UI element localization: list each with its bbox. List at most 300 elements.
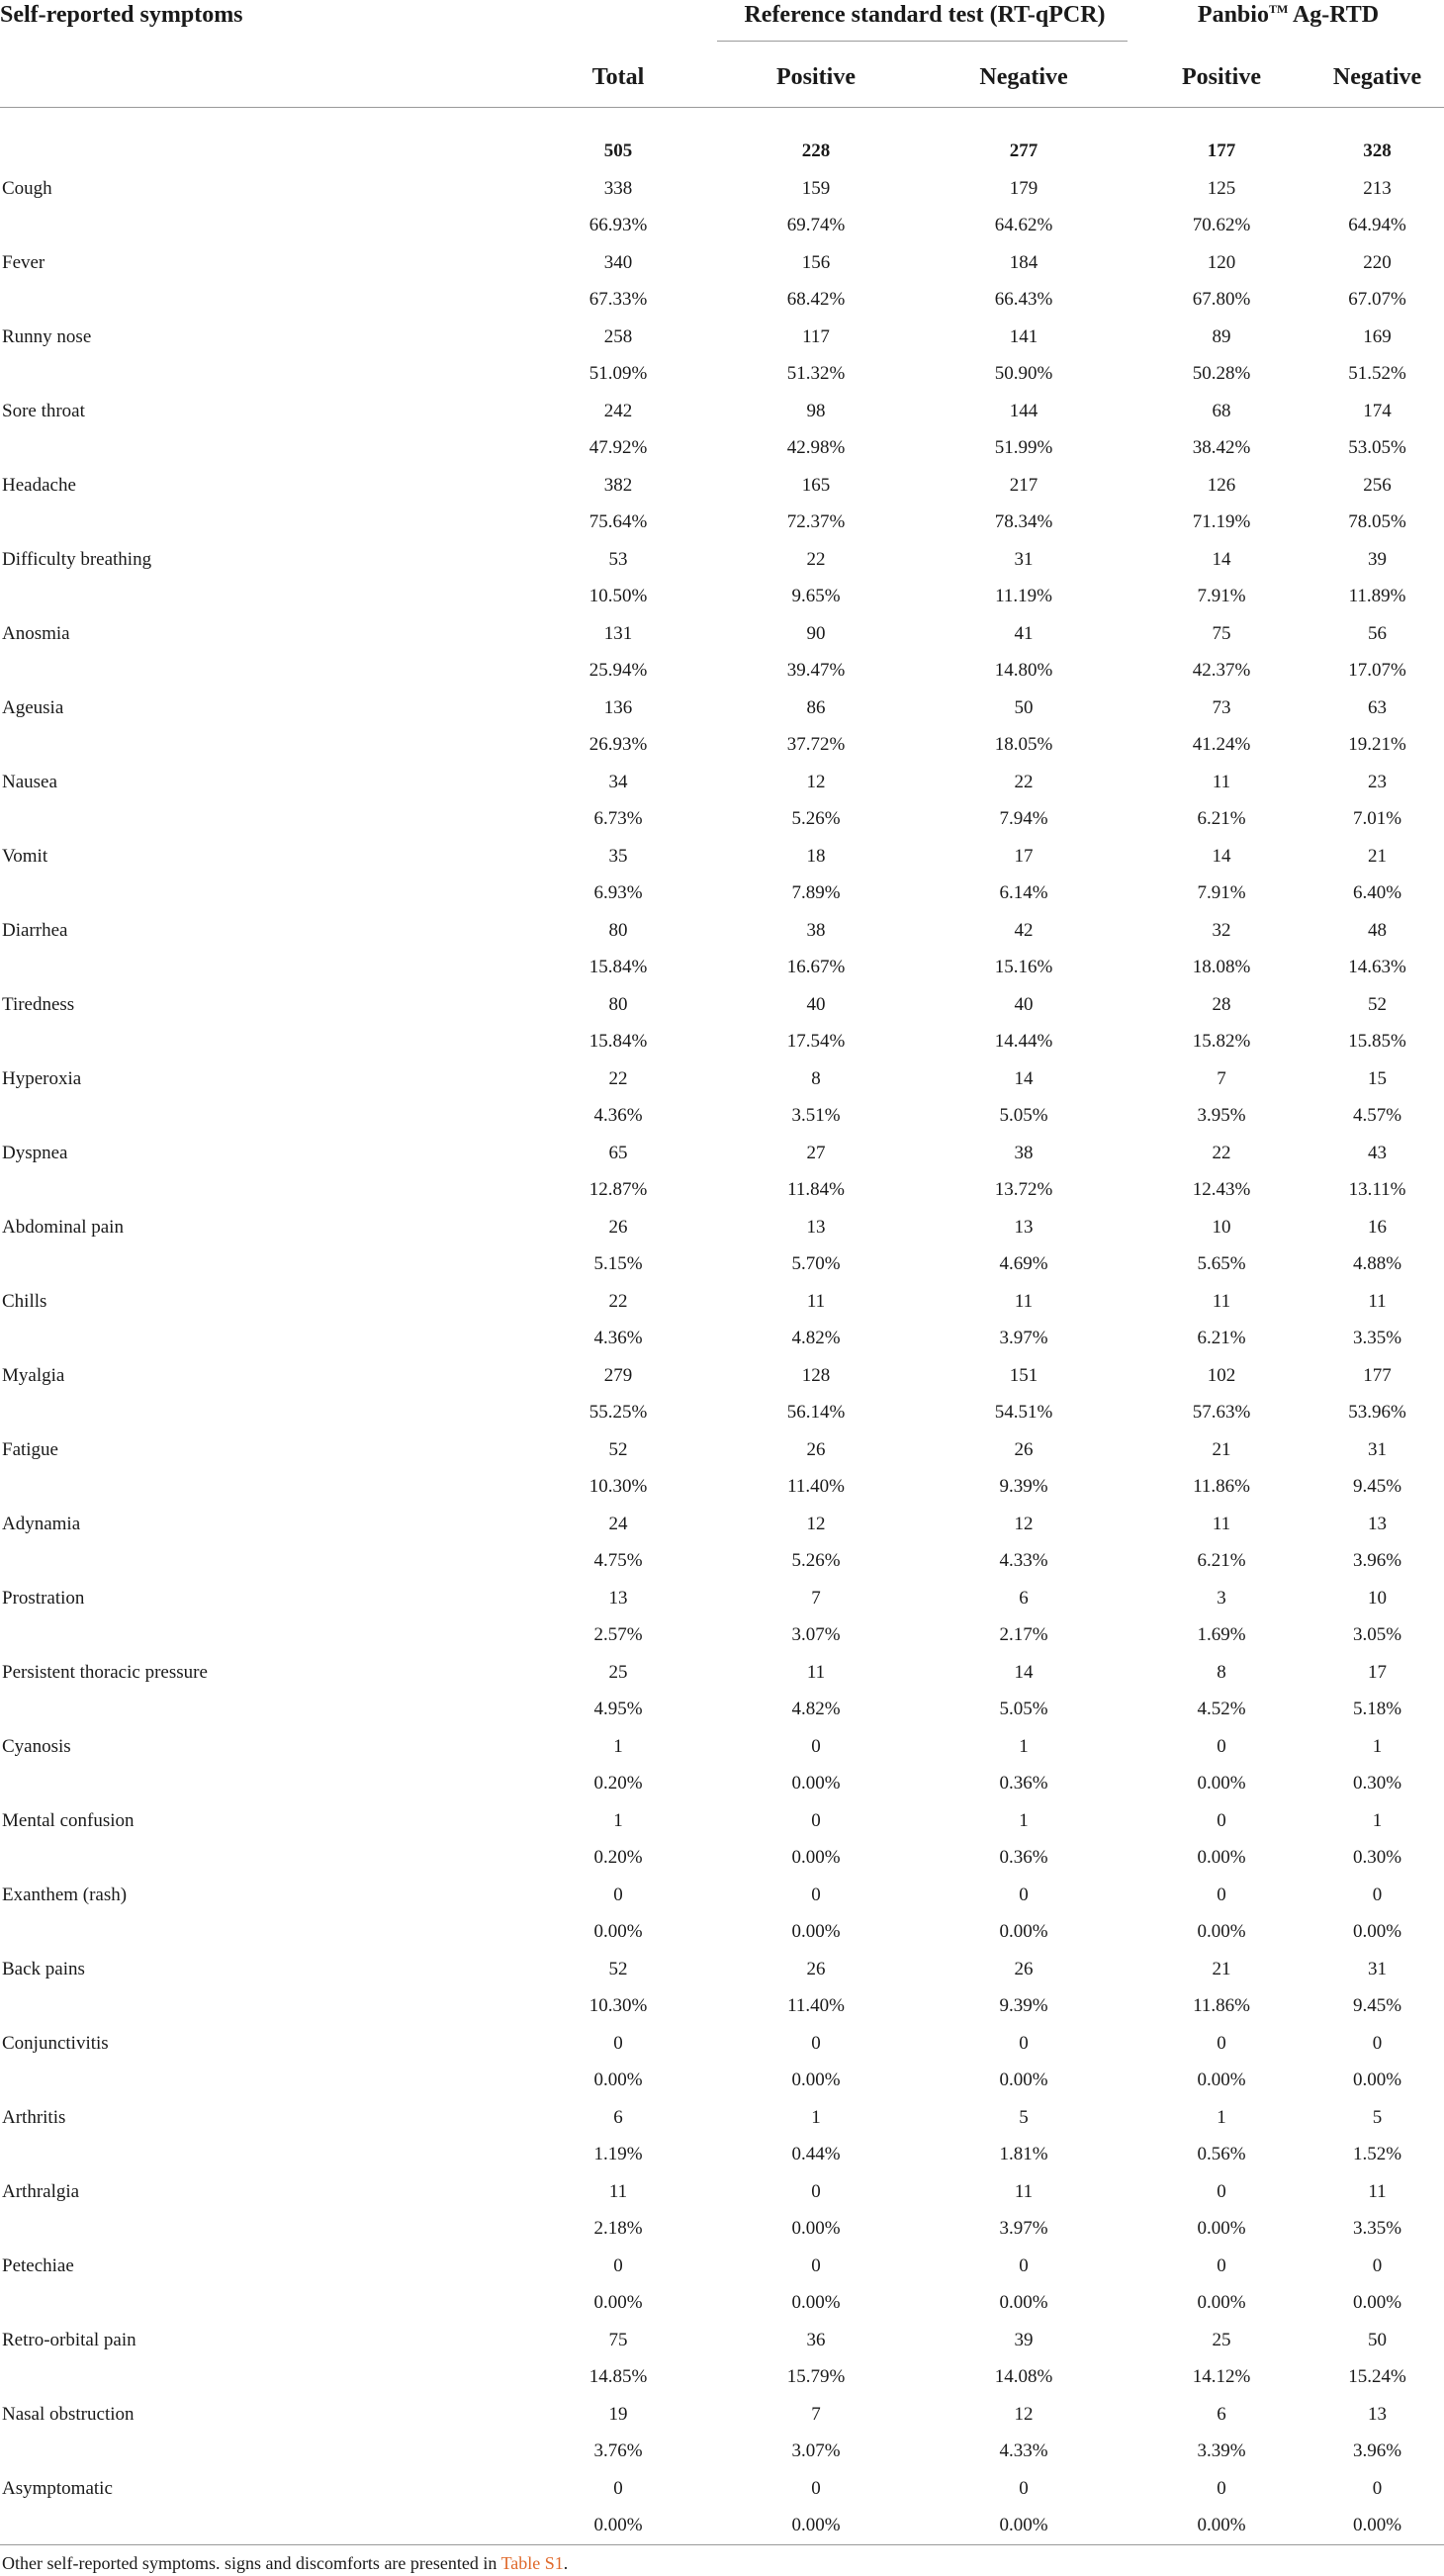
percent-cell: 7.91% (1197, 586, 1246, 607)
percent-cell: 64.62% (994, 215, 1053, 236)
percent-cell: 66.43% (994, 289, 1053, 311)
percent-cell: 0.00% (999, 2292, 1048, 2314)
percent-cell: 4.82% (791, 1699, 841, 1720)
count-cell: 1 (1019, 1735, 1029, 1757)
percent-cell: 7.01% (1352, 808, 1402, 830)
count-cell: 73 (1212, 696, 1231, 718)
footnote-link-table-s1[interactable]: Table S1 (500, 2553, 564, 2573)
percent-cell: 3.97% (999, 1328, 1048, 1349)
percent-cell: 2.17% (999, 1624, 1048, 1646)
count-cell: 0 (1217, 2254, 1226, 2276)
percent-cell: 3.96% (1352, 2440, 1402, 2462)
table-row-percent (0, 2137, 1444, 2174)
symptom-label: Nasal obstruction (2, 2403, 135, 2425)
table-row-percent (0, 282, 1444, 320)
count-cell: 0 (1372, 2032, 1383, 2054)
count-cell: 19 (608, 2403, 628, 2425)
table-row (0, 615, 1444, 653)
percent-cell: 3.97% (999, 2218, 1048, 2240)
percent-row-label (0, 2359, 519, 2397)
table-row (0, 2099, 1444, 2137)
percent-cell: 4.95% (593, 1699, 643, 1720)
percent-cell: 6.21% (1197, 1550, 1246, 1572)
count-cell: 63 (1368, 696, 1388, 718)
table-row-percent (0, 2211, 1444, 2249)
table-row (0, 1951, 1444, 1988)
count-cell: 34 (608, 771, 628, 792)
table-row (0, 2025, 1444, 2063)
header-panbio-negative: Negative (1332, 63, 1422, 90)
percent-cell: 0.00% (1197, 1847, 1246, 1869)
percent-row-label (0, 1395, 519, 1432)
table-row-percent (0, 875, 1444, 913)
table-row-percent (0, 2434, 1444, 2471)
count-cell: 52 (608, 1438, 628, 1460)
percent-cell: 12.43% (1192, 1179, 1251, 1201)
symptom-label: Vomit (2, 845, 48, 867)
percent-cell: 6.73% (593, 808, 643, 830)
count-cell: 12 (806, 771, 826, 792)
count-cell: 0 (811, 1735, 821, 1757)
percent-cell: 0.00% (1197, 2515, 1246, 2536)
count-cell: 1 (811, 2106, 821, 2128)
count-cell: 13 (1368, 2403, 1388, 2425)
footnote-text: Other self-reported symptoms. signs and discomforts are presented in (2, 2553, 501, 2573)
percent-cell: 0.00% (1352, 2070, 1402, 2091)
percent-cell: 51.09% (588, 363, 648, 385)
count-cell: 11 (1368, 1290, 1387, 1312)
percent-cell: 7.89% (791, 882, 841, 904)
percent-row-label (0, 1988, 519, 2026)
percent-cell: 15.16% (994, 957, 1053, 978)
percent-cell: 10.50% (588, 586, 648, 607)
count-cell: 1 (1372, 1809, 1383, 1831)
count-cell: 0 (1217, 2477, 1226, 2499)
percent-cell: 4.69% (999, 1253, 1048, 1275)
percent-cell: 0.00% (1352, 2292, 1402, 2314)
table-row (0, 1506, 1444, 1543)
count-cell: 169 (1363, 325, 1392, 347)
count-cell: 8 (811, 1067, 821, 1089)
total-panbio-positive: 177 (1207, 140, 1236, 161)
percent-cell: 7.94% (999, 808, 1048, 830)
count-cell: 22 (608, 1067, 628, 1089)
count-cell: 1 (1217, 2106, 1226, 2128)
table-row-percent (0, 2285, 1444, 2323)
count-cell: 0 (1217, 1884, 1226, 1905)
count-cell: 15 (1368, 1067, 1388, 1089)
header-group-rt-qpcr-label: Reference standard test (RT-qPCR) (744, 2, 1106, 28)
count-cell: 179 (1009, 177, 1038, 199)
percent-cell: 67.33% (588, 289, 648, 311)
percent-cell: 75.64% (588, 511, 648, 533)
percent-row-label (0, 208, 519, 245)
percent-cell: 0.20% (593, 1847, 643, 1869)
percent-cell: 9.39% (999, 1995, 1048, 2017)
count-cell: 7 (811, 2403, 821, 2425)
count-cell: 156 (801, 251, 831, 273)
count-cell: 23 (1368, 771, 1388, 792)
table-row (0, 2470, 1444, 2508)
percent-cell: 5.05% (999, 1105, 1048, 1127)
count-cell: 1 (1372, 1735, 1383, 1757)
count-cell: 50 (1014, 696, 1034, 718)
percent-row-label (0, 2285, 519, 2323)
count-cell: 38 (1014, 1142, 1034, 1163)
percent-cell: 0.00% (1197, 2292, 1246, 2314)
percent-cell: 4.33% (999, 1550, 1048, 1572)
count-cell: 52 (1368, 993, 1388, 1015)
count-cell: 39 (1014, 2329, 1034, 2350)
percent-cell: 64.94% (1348, 215, 1406, 236)
table-row (0, 1060, 1444, 1098)
percent-cell: 9.65% (791, 586, 841, 607)
count-cell: 28 (1212, 993, 1231, 1015)
percent-cell: 2.57% (593, 1624, 643, 1646)
symptom-label: Anosmia (2, 622, 70, 644)
count-cell: 120 (1207, 251, 1236, 273)
percent-cell: 3.07% (791, 1624, 841, 1646)
table-row (0, 1135, 1444, 1172)
count-cell: 25 (1212, 2329, 1231, 2350)
percent-cell: 5.26% (791, 808, 841, 830)
percent-cell: 55.25% (588, 1402, 648, 1424)
count-cell: 3 (1217, 1587, 1226, 1609)
table-footnote (0, 2545, 1444, 2574)
table-row (0, 393, 1444, 430)
percent-cell: 1.69% (1197, 1624, 1246, 1646)
symptom-label: Cough (2, 177, 52, 199)
table-row (0, 838, 1444, 875)
percent-cell: 0.00% (593, 2292, 643, 2314)
symptom-label: Runny nose (2, 325, 92, 347)
percent-cell: 38.42% (1192, 437, 1251, 459)
count-cell: 12 (1014, 2403, 1034, 2425)
count-cell: 0 (1372, 2477, 1383, 2499)
percent-cell: 0.56% (1197, 2144, 1246, 2165)
percent-cell: 9.45% (1352, 1995, 1402, 2017)
count-cell: 26 (1014, 1438, 1034, 1460)
count-cell: 41 (1014, 622, 1034, 644)
table-row-percent (0, 1321, 1444, 1358)
percent-cell: 16.67% (786, 957, 846, 978)
count-cell: 17 (1014, 845, 1034, 867)
symptom-label: Nausea (2, 771, 57, 792)
header-row-columns (0, 42, 1444, 108)
count-cell: 0 (613, 2032, 623, 2054)
count-cell: 0 (811, 2180, 821, 2202)
count-cell: 159 (801, 177, 831, 199)
count-cell: 14 (1014, 1661, 1034, 1683)
count-cell: 0 (811, 2477, 821, 2499)
percent-cell: 5.15% (593, 1253, 643, 1275)
totals-label (0, 133, 519, 170)
table-row-percent (0, 2359, 1444, 2397)
count-cell: 48 (1368, 919, 1388, 941)
count-cell: 128 (801, 1364, 831, 1386)
percent-cell: 11.40% (787, 1995, 845, 2017)
count-cell: 52 (608, 1958, 628, 1979)
table-row-percent (0, 2508, 1444, 2545)
symptom-label: Fever (2, 251, 45, 273)
percent-cell: 4.36% (593, 1328, 643, 1349)
count-cell: 165 (801, 474, 831, 496)
percent-cell: 42.37% (1192, 660, 1251, 682)
table-row-percent (0, 653, 1444, 690)
percent-cell: 0.00% (791, 2292, 841, 2314)
count-cell: 53 (608, 548, 628, 570)
symptom-label: Retro-orbital pain (2, 2329, 136, 2350)
count-cell: 13 (608, 1587, 628, 1609)
percent-cell: 0.00% (791, 1847, 841, 1869)
table-row (0, 1802, 1444, 1840)
percent-cell: 6.40% (1352, 882, 1402, 904)
percent-cell: 0.00% (1197, 1773, 1246, 1794)
symptom-label: Mental confusion (2, 1809, 135, 1831)
table-row-percent (0, 950, 1444, 987)
count-cell: 144 (1009, 400, 1038, 421)
table-row (0, 2322, 1444, 2359)
count-cell: 141 (1009, 325, 1038, 347)
percent-cell: 17.54% (786, 1031, 846, 1053)
percent-cell: 1.81% (999, 2144, 1048, 2165)
percent-cell: 5.70% (791, 1253, 841, 1275)
header-group-panbio-suffix: Ag-RTD (1288, 2, 1380, 28)
percent-cell: 68.42% (786, 289, 846, 311)
table-row-percent (0, 579, 1444, 616)
count-cell: 11 (1212, 1290, 1231, 1312)
percent-cell: 11.40% (787, 1476, 845, 1498)
table-row (0, 467, 1444, 505)
count-cell: 36 (806, 2329, 826, 2350)
table-row (0, 170, 1444, 208)
header-panbio-positive: Positive (1182, 63, 1261, 90)
percent-cell: 0.00% (1352, 1921, 1402, 1943)
percent-cell: 0.00% (1197, 2070, 1246, 2091)
count-cell: 0 (1217, 1735, 1226, 1757)
percent-cell: 67.07% (1348, 289, 1406, 311)
table-row-percent (0, 1840, 1444, 1878)
percent-row-label (0, 2063, 519, 2100)
percent-cell: 11.84% (787, 1179, 845, 1201)
table-row (0, 1728, 1444, 1766)
percent-row-label (0, 1543, 519, 1581)
symptom-label: Asymptomatic (2, 2477, 113, 2499)
percent-row-label (0, 950, 519, 987)
count-cell: 11 (806, 1661, 826, 1683)
percent-cell: 3.39% (1197, 2440, 1246, 2462)
percent-cell: 6.93% (593, 882, 643, 904)
count-cell: 17 (1368, 1661, 1388, 1683)
count-cell: 0 (1217, 2180, 1226, 2202)
percent-cell: 41.24% (1192, 734, 1251, 756)
percent-row-label (0, 1098, 519, 1136)
count-cell: 27 (806, 1142, 826, 1163)
percent-cell: 0.00% (999, 2515, 1048, 2536)
table-row (0, 1877, 1444, 1914)
count-cell: 86 (806, 696, 826, 718)
symptom-label: Difficulty breathing (2, 548, 152, 570)
percent-cell: 0.36% (999, 1847, 1048, 1869)
table-row-percent (0, 1395, 1444, 1432)
percent-row-label (0, 2434, 519, 2471)
percent-cell: 42.98% (786, 437, 846, 459)
count-cell: 14 (1212, 845, 1231, 867)
percent-cell: 0.00% (593, 2515, 643, 2536)
symptom-label: Cyanosis (2, 1735, 71, 1757)
percent-cell: 9.45% (1352, 1476, 1402, 1498)
count-cell: 256 (1363, 474, 1392, 496)
percent-cell: 18.05% (994, 734, 1053, 756)
count-cell: 22 (608, 1290, 628, 1312)
count-cell: 174 (1363, 400, 1392, 421)
table-row-percent (0, 356, 1444, 394)
percent-row-label (0, 727, 519, 765)
percent-cell: 0.00% (1352, 2515, 1402, 2536)
table-row (0, 1580, 1444, 1617)
header-row-groups (0, 0, 1444, 42)
count-cell: 18 (806, 845, 826, 867)
count-cell: 56 (1368, 622, 1388, 644)
percent-cell: 14.63% (1348, 957, 1406, 978)
table-body (0, 108, 1444, 2545)
count-cell: 12 (806, 1513, 826, 1534)
percent-cell: 11.86% (1193, 1995, 1250, 2017)
count-cell: 11 (806, 1290, 826, 1312)
percent-cell: 15.24% (1348, 2366, 1406, 2388)
count-cell: 125 (1207, 177, 1236, 199)
symptom-label: Conjunctivitis (2, 2032, 109, 2054)
count-cell: 25 (608, 1661, 628, 1683)
percent-cell: 0.00% (1197, 1921, 1246, 1943)
percent-row-label (0, 1692, 519, 1729)
percent-cell: 0.44% (791, 2144, 841, 2165)
percent-cell: 9.39% (999, 1476, 1048, 1498)
table-row-percent (0, 1914, 1444, 1952)
count-cell: 126 (1207, 474, 1236, 496)
count-cell: 1 (613, 1735, 623, 1757)
count-cell: 0 (1217, 1809, 1226, 1831)
count-cell: 0 (613, 2254, 623, 2276)
table-row (0, 1654, 1444, 1692)
symptom-label: Prostration (2, 1587, 85, 1609)
count-cell: 11 (608, 2180, 628, 2202)
count-cell: 7 (1217, 1067, 1226, 1089)
percent-cell: 3.76% (593, 2440, 643, 2462)
symptom-label: Back pains (2, 1958, 85, 1979)
count-cell: 24 (608, 1513, 628, 1534)
percent-cell: 11.89% (1348, 586, 1406, 607)
count-cell: 382 (603, 474, 633, 496)
percent-cell: 12.87% (588, 1179, 648, 1201)
symptom-label: Persistent thoracic pressure (2, 1661, 208, 1683)
count-cell: 340 (603, 251, 633, 273)
symptom-label: Abdominal pain (2, 1216, 124, 1238)
percent-row-label (0, 1617, 519, 1655)
total-panbio-negative: 328 (1363, 140, 1392, 161)
count-cell: 11 (1368, 2180, 1387, 2202)
percent-cell: 13.11% (1348, 1179, 1406, 1201)
percent-cell: 10.30% (588, 1995, 648, 2017)
percent-row-label (0, 1321, 519, 1358)
count-cell: 13 (1368, 1513, 1388, 1534)
table-row-percent (0, 1692, 1444, 1729)
totals-row (0, 133, 1444, 170)
count-cell: 279 (603, 1364, 633, 1386)
percent-row-label (0, 1840, 519, 1878)
percent-cell: 15.84% (588, 957, 648, 978)
percent-cell: 18.08% (1192, 957, 1251, 978)
count-cell: 22 (1212, 1142, 1231, 1163)
percent-cell: 4.88% (1352, 1253, 1402, 1275)
count-cell: 184 (1009, 251, 1038, 273)
count-cell: 242 (603, 400, 633, 421)
header-rt-negative: Negative (979, 63, 1068, 90)
count-cell: 22 (806, 548, 826, 570)
percent-cell: 0.00% (791, 1921, 841, 1943)
percent-row-label (0, 2211, 519, 2249)
percent-cell: 4.82% (791, 1328, 841, 1349)
total-rt-negative: 277 (1009, 140, 1038, 161)
table-row (0, 2396, 1444, 2434)
total-rt-positive: 228 (801, 140, 831, 161)
count-cell: 1 (1019, 1809, 1029, 1831)
table-row (0, 986, 1444, 1024)
percent-cell: 78.34% (994, 511, 1053, 533)
count-cell: 26 (1014, 1958, 1034, 1979)
count-cell: 13 (806, 1216, 826, 1238)
count-cell: 90 (806, 622, 826, 644)
count-cell: 98 (806, 400, 826, 421)
percent-cell: 10.30% (588, 1476, 648, 1498)
percent-cell: 13.72% (994, 1179, 1053, 1201)
percent-cell: 70.62% (1192, 215, 1251, 236)
count-cell: 177 (1363, 1364, 1392, 1386)
percent-cell: 0.00% (791, 2070, 841, 2091)
header-group-rt-qpcr (717, 0, 1132, 42)
symptom-label: Chills (2, 1290, 47, 1312)
count-cell: 131 (603, 622, 633, 644)
percent-cell: 0.00% (791, 2218, 841, 2240)
count-cell: 11 (1212, 771, 1231, 792)
count-cell: 12 (1014, 1513, 1034, 1534)
percent-row-label (0, 1469, 519, 1507)
percent-cell: 47.92% (588, 437, 648, 459)
header-group-panbio (1132, 0, 1444, 42)
count-cell: 0 (1019, 2477, 1029, 2499)
percent-cell: 5.18% (1352, 1699, 1402, 1720)
count-cell: 151 (1009, 1364, 1038, 1386)
symptom-label: Diarrhea (2, 919, 68, 941)
table-row (0, 690, 1444, 727)
table-row-percent (0, 801, 1444, 839)
table-row-percent (0, 1469, 1444, 1507)
table-row-percent (0, 430, 1444, 468)
table-row-percent (0, 1246, 1444, 1284)
count-cell: 75 (1212, 622, 1231, 644)
percent-cell: 0.00% (791, 2515, 841, 2536)
table-row-percent (0, 1543, 1444, 1581)
count-cell: 31 (1014, 548, 1034, 570)
percent-cell: 6.21% (1197, 808, 1246, 830)
table-row (0, 1209, 1444, 1246)
count-cell: 32 (1212, 919, 1231, 941)
count-cell: 0 (811, 2254, 821, 2276)
count-cell: 10 (1212, 1216, 1231, 1238)
header-group-panbio-prefix: Panbio (1197, 2, 1269, 28)
percent-cell: 4.52% (1197, 1699, 1246, 1720)
table-row-percent (0, 1617, 1444, 1655)
